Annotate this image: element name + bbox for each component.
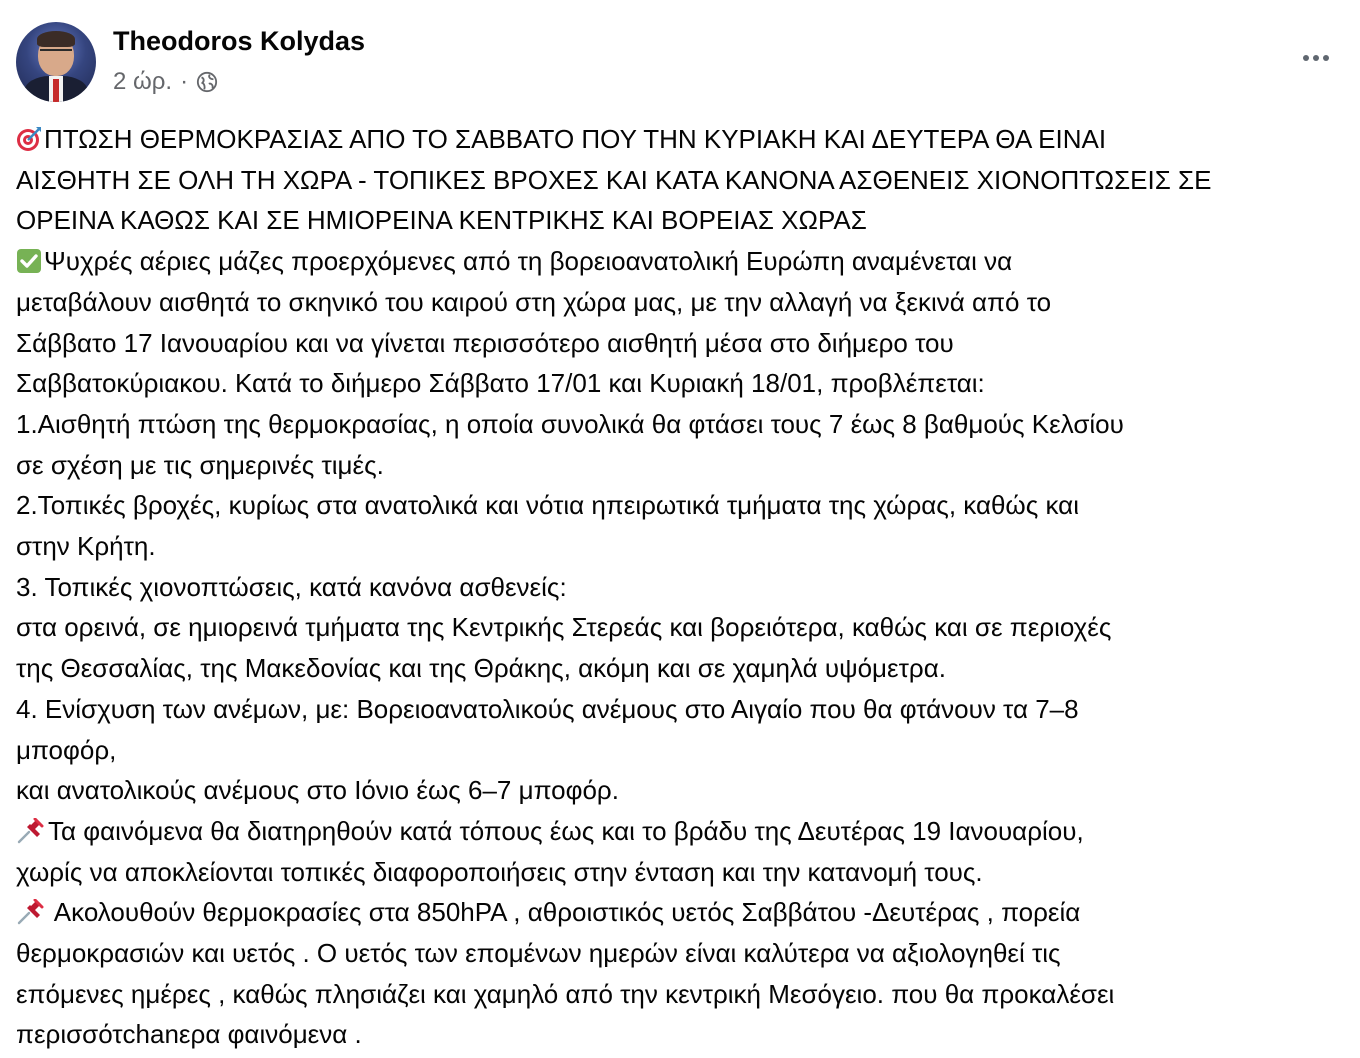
- post-line-text: περισσότchanερα φαινόμενα .: [16, 1019, 362, 1050]
- globe-icon[interactable]: [196, 71, 218, 93]
- post-line: [16, 445, 1352, 486]
- avatar[interactable]: [16, 22, 96, 102]
- more-horizontal-icon: [1303, 55, 1329, 61]
- target-icon: [16, 126, 42, 152]
- post-line: [16, 648, 1352, 689]
- post-line-text: 2.Τοπικές βροχές, κυρίως στα ανατολικά και νότια ηπειρωτικά τμήματα της χώρας, καθώς και: [16, 490, 1079, 521]
- post-line-text: 1.Αισθητή πτώση της θερμοκρασίας, η οποία συνολικά θα φτάσει τους 7 έως 8 βαθμούς Κελσίου: [16, 408, 1124, 439]
- post-line-text: χωρίς να αποκλείονται τοπικές διαφοροποιήσεις στην ένταση και την κατανομή τους.: [16, 856, 983, 887]
- post-line: [16, 363, 1352, 404]
- post-line: [16, 892, 1352, 933]
- post-line-text: μεταβάλουν αισθητά το σκηνικό του καιρού στη χώρα μας, με την αλλαγή να ξεκινά από το: [16, 286, 1052, 317]
- post-line: [16, 974, 1352, 1015]
- post-line-text: σε σχέση με τις σημερινές τιμές.: [16, 449, 384, 480]
- post-line: [16, 852, 1352, 893]
- post-line: [16, 770, 1352, 811]
- post-line-text: ΟΡΕΙΝΑ ΚΑΘΩΣ ΚΑΙ ΣΕ ΗΜΙΟΡΕΙΝΑ ΚΕΝΤΡΙΚΗΣ ΚΑΙ ΒΟΡΕΙΑΣ ΧΩΡΑΣ: [16, 205, 867, 236]
- post-meta: [113, 68, 218, 96]
- post-line-text: της Θεσσαλίας, της Μακεδονίας και της Θράκης, ακόμη και σε χαμηλά υψόμετρα.: [16, 653, 946, 684]
- post-line-text: ΠΤΩΣΗ ΘΕΡΜΟΚΡΑΣΙΑΣ ΑΠΟ ΤΟ ΣΑΒΒΑΤΟ ΠΟΥ ΤΗΝ ΚΥΡΙΑΚΗ ΚΑΙ ΔΕΥΤΕΡΑ ΘΑ ΕΙΝΑΙ: [44, 124, 1107, 154]
- post-line: [16, 485, 1352, 526]
- check-icon: [16, 248, 42, 274]
- post-line-text: ΑΙΣΘΗΤΗ ΣΕ ΟΛΗ ΤΗ ΧΩΡΑ - ΤΟΠΙΚΕΣ ΒΡΟΧΕΣ ΚΑΙ ΚΑΤΑ ΚΑΝΟΝΑ ΑΣΘΕΝΕΙΣ ΧΙΟΝΟΠΤΩΣΕΙΣ ΣΕ: [16, 164, 1212, 195]
- post-line-text: 3. Τοπικές χιονοπτώσεις, κατά κανόνα ασθενείς:: [16, 571, 567, 602]
- more-options-button[interactable]: [1294, 40, 1338, 76]
- post-line-text: 4. Ενίσχυση των ανέμων, με: Βορειοανατολικούς ανέμους στο Αιγαίο που θα φτάνουν τα 7–8: [16, 693, 1079, 724]
- post-line-text: στην Κρήτη.: [16, 531, 156, 562]
- post-line-text: Ψυχρές αέριες μάζες προερχόμενες από τη βορειοανατολική Ευρώπη αναμένεται να: [44, 246, 1013, 277]
- post-line-text: και ανατολικούς ανέμους στο Ιόνιο έως 6–7 μποφόρ.: [16, 775, 619, 806]
- post-line: [16, 404, 1352, 445]
- post-line: [16, 526, 1352, 567]
- post-line: [16, 282, 1352, 323]
- post-line-text: Τα φαινόμενα θα διατηρηθούν κατά τόπους έως και το βράδυ της Δευτέρας 19 Ιανουαρίου,: [48, 815, 1084, 846]
- post-line: [16, 119, 1352, 160]
- post-line: [16, 323, 1352, 364]
- pushpin-icon: [16, 899, 46, 925]
- post-line: [16, 1014, 1352, 1055]
- post-line: [16, 160, 1352, 201]
- author-name[interactable]: Theodoros Kolydas: [113, 26, 366, 56]
- post-line: [16, 730, 1352, 771]
- post-line: [16, 200, 1352, 241]
- post-line-text: θερμοκρασιών και υετός . Ο υετός των επομένων ημερών είναι καλύτερα να αξιολογηθεί τις: [16, 938, 1061, 969]
- post-line: [16, 607, 1352, 648]
- post-timestamp[interactable]: 2 ώρ.: [113, 68, 173, 95]
- post-line-text: μποφόρ,: [16, 734, 117, 765]
- post-line-text: Σάββατο 17 Ιανουαρίου και να γίνεται περισσότερο αισθητή μέσα στο διήμερο του: [16, 327, 954, 358]
- post-line-text: στα ορεινά, σε ημιορεινά τμήματα της Κεντρικής Στερεάς και βορειότερα, καθώς και σε περιοχές: [16, 612, 1112, 643]
- post-line: [16, 241, 1352, 282]
- pushpin-icon: [16, 818, 46, 844]
- meta-separator: ·: [180, 68, 189, 95]
- post-line: [16, 933, 1352, 974]
- post-text: [16, 119, 1352, 1055]
- post-header: [16, 22, 1344, 106]
- post-line-text: Ακολουθούν θερμοκρασίες στα 850hPA , αθροιστικός υετός Σαββάτου -Δευτέρας , πορεία: [48, 897, 1081, 928]
- post-line-text: Σαββατοκύριακου. Κατά το διήμερο Σάββατο 17/01 και Κυριακή 18/01, προβλέπεται:: [16, 368, 985, 399]
- post-line-text: επόμενες ημέρες , καθώς πλησιάζει και χαμηλό από την κεντρική Μεσόγειο. που θα προκαλέσει: [16, 978, 1115, 1009]
- post-line: [16, 689, 1352, 730]
- post-line: [16, 567, 1352, 608]
- post-line: [16, 811, 1352, 852]
